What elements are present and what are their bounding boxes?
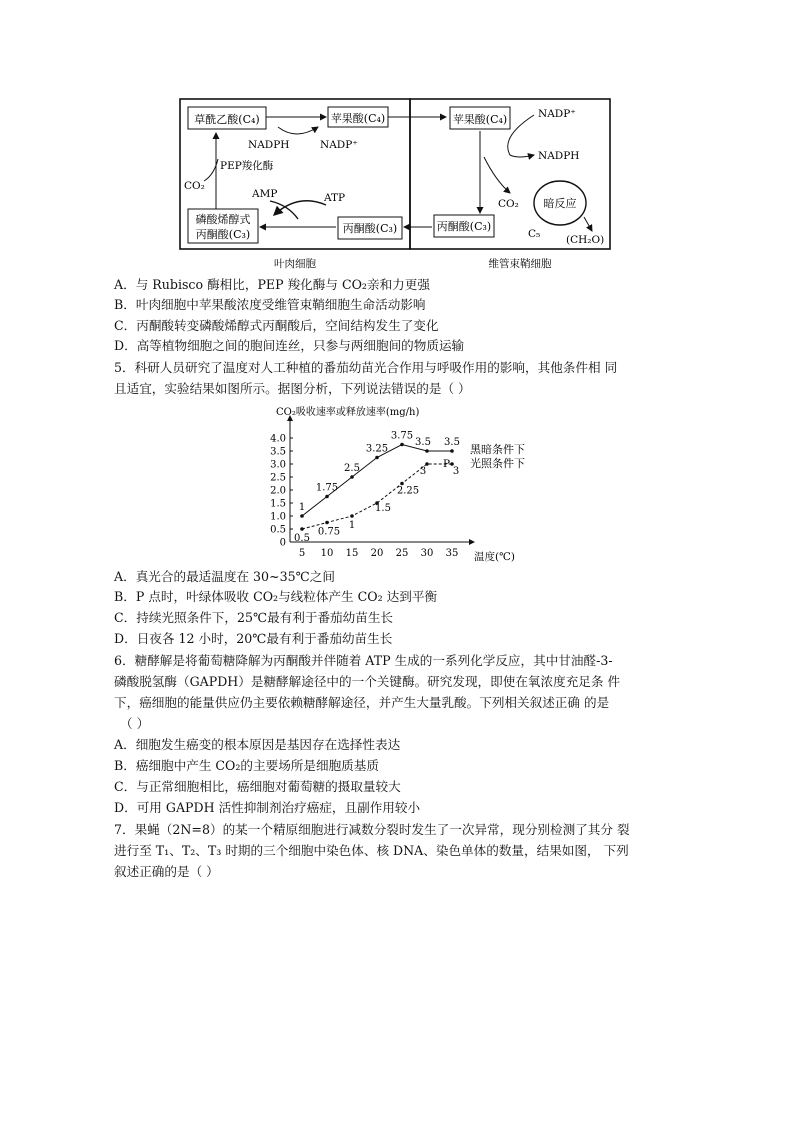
y-tick-label: 2.5 <box>270 472 286 484</box>
data-point-0 <box>300 514 304 518</box>
x-tick-label: 10 <box>320 548 334 559</box>
chart-ylabel: CO₂吸收速率或释放速率(mg/h) <box>276 407 420 418</box>
data-point-1 <box>350 514 354 518</box>
q5-option-c: C．持续光照条件下，25℃最有利于番茄幼苗生长 <box>114 610 394 625</box>
q6-option-d: D．可用 GAPDH 活性抑制剂治疗癌症，且副作用较小 <box>114 800 421 815</box>
x-tick-label: 15 <box>345 548 359 559</box>
data-point-0 <box>425 449 429 453</box>
label-ch2o: (CH₂O) <box>566 234 605 246</box>
label-dark-reaction: 暗反应 <box>543 197 577 210</box>
y-tick-label: 2.0 <box>270 485 286 497</box>
q6-stem-line4: （ ） <box>120 716 150 731</box>
label-atp: ATP <box>324 192 346 204</box>
x-tick-label: 25 <box>395 548 409 559</box>
data-point-0 <box>350 475 354 479</box>
label-pep-line2: 丙酮酸(C₃) <box>195 228 251 241</box>
y-tick-label: 1.5 <box>270 498 286 510</box>
q5-stem-line2: 且适宜，实验结果如图所示。据图分析，下列说法错误的是（ ） <box>114 381 471 396</box>
q7-stem-line1: 7．果蝇（2N=8）的某一个精原细胞进行减数分裂时发生了一次异常，现分别检测了其分 裂 <box>114 822 630 837</box>
data-label-0: 1.75 <box>315 482 339 494</box>
label-c5: C₅ <box>528 228 541 240</box>
data-label-1: 0.75 <box>317 526 341 538</box>
label-oxaloacetate: 草酰乙酸(C₄) <box>194 113 260 126</box>
q7-stem-line3: 叙述正确的是（ ） <box>114 864 219 879</box>
y-tick-label: 1.0 <box>270 511 286 523</box>
y-tick-label: 3.0 <box>270 459 286 471</box>
data-label-1: 0.5 <box>294 533 310 544</box>
q5-option-b: B．P 点时，叶绿体吸收 CO₂与线粒体产生 CO₂ 达到平衡 <box>114 589 438 604</box>
q6-option-a: A．细胞发生癌变的根本原因是基因存在选择性表达 <box>114 737 401 752</box>
label-nadph-right: NADPH <box>538 150 580 162</box>
series-line-1 <box>302 464 452 529</box>
legend-dark: 黑暗条件下 <box>470 443 525 456</box>
q7-stem-line2: 进行至 T₁、T₂、T₃ 时期的三个细胞中染色体、核 DNA、染色单体的数量，结果如图， 下列 <box>114 843 629 858</box>
label-co2-right: CO₂ <box>498 198 519 210</box>
q4-option-d: D．高等植物细胞之间的胞间连丝，只参与两细胞间的物质运输 <box>114 338 465 353</box>
q6-stem-line1: 6．糖酵解是将葡萄糖降解为丙酮酸并伴随着 ATP 生成的一系列化学反应，其中甘油醛-3- <box>114 653 613 668</box>
data-point-0 <box>450 449 454 453</box>
chart-xlabel: 温度(℃) <box>474 551 515 563</box>
label-bundle-sheath: 维管束鞘细胞 <box>488 258 552 270</box>
label-pyruvate-right: 丙酮酸(C₃) <box>436 220 492 233</box>
c4-pathway-diagram <box>178 97 614 273</box>
x-tick-label: 35 <box>445 548 459 559</box>
temperature-co2-chart <box>262 402 542 564</box>
y-tick-label: 4.0 <box>270 433 286 445</box>
data-point-0 <box>375 456 379 460</box>
x-tick-label: 5 <box>298 548 306 559</box>
data-label-0: 1 <box>298 502 306 513</box>
q5-stem-line1: 5．科研人员研究了温度对人工种植的番茄幼苗光合作用与呼吸作用的影响，其他条件相 同 <box>114 360 618 375</box>
label-malate-left: 苹果酸(C₄) <box>330 112 386 125</box>
data-label-1: 1.5 <box>375 503 391 514</box>
q4-option-b: B．叶肉细胞中苹果酸浓度受维管束鞘细胞生命活动影响 <box>114 297 426 312</box>
label-nadp-right: NADP⁺ <box>538 108 576 120</box>
data-point-1 <box>325 521 329 525</box>
q4-option-a: A．与 Rubisco 酶相比，PEP 羧化酶与 CO₂亲和力更强 <box>114 277 430 292</box>
x-tick-label: 20 <box>370 548 384 559</box>
label-mesophyll: 叶肉细胞 <box>274 258 316 270</box>
q6-stem-line2: 磷酸脱氢酶（GAPDH）是糖酵解途径中的一个关键酶。研究发现，即使在氧浓度充足条 件 <box>114 674 621 689</box>
data-label-0: 2.5 <box>344 463 360 474</box>
q5-option-a: A．真光合的最适温度在 30~35℃之间 <box>114 569 335 584</box>
data-label-1: 2.25 <box>396 485 420 497</box>
data-point-0 <box>325 495 329 499</box>
q5-option-d: D．日夜各 12 小时，20℃最有利于番茄幼苗生长 <box>114 631 393 646</box>
y-tick-label: 0.5 <box>270 524 286 536</box>
y-tick-label: 0 <box>279 537 286 549</box>
q4-option-c: C．丙酮酸转变磷酸烯醇式丙酮酸后，空间结构发生了变化 <box>114 318 439 333</box>
y-tick-label: 3.5 <box>270 446 286 458</box>
x-tick-label: 30 <box>420 548 434 559</box>
annotation-p: P <box>443 458 451 470</box>
legend-light: 光照条件下 <box>470 457 525 470</box>
label-pep-line1: 磷酸烯醇式 <box>195 213 251 226</box>
q6-option-b: B．癌细胞中产生 CO₂的主要场所是细胞质基质 <box>114 758 379 773</box>
data-label-1: 1 <box>348 520 356 531</box>
q6-stem-line3: 下，癌细胞的能量供应仍主要依赖糖酵解途径，并产生大量乳酸。下列相关叙述正确 的是 <box>114 695 610 710</box>
label-co2-left: CO₂ <box>184 180 205 192</box>
label-pyruvate-left: 丙酮酸(C₃) <box>342 222 398 235</box>
data-label-1: 3 <box>452 466 460 477</box>
data-point-1 <box>300 527 304 531</box>
data-point-0 <box>400 443 404 447</box>
label-nadph-left: NADPH <box>248 139 290 151</box>
label-nadp-left: NADP⁺ <box>320 139 358 151</box>
label-amp: AMP <box>252 188 278 200</box>
q6-option-c: C．与正常细胞相比，癌细胞对葡萄糖的摄取量较大 <box>114 779 401 794</box>
data-label-0: 3.5 <box>415 437 431 448</box>
data-label-1: 3 <box>419 466 427 477</box>
data-label-0: 3.25 <box>365 443 389 455</box>
label-pep-carboxylase: PEP羧化酶 <box>220 160 274 172</box>
data-label-0: 3.75 <box>390 430 414 442</box>
data-label-0: 3.5 <box>444 437 460 448</box>
label-malate-right: 苹果酸(C₄) <box>452 113 508 126</box>
